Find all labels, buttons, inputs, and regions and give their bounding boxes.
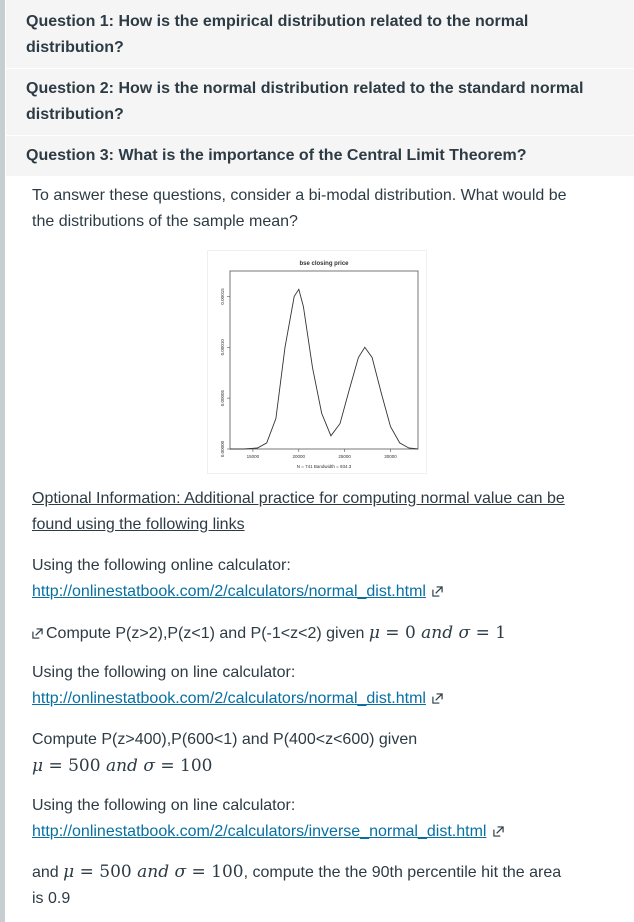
and-word: and: [137, 862, 170, 882]
compute-block-3: [32, 859, 628, 912]
density-chart: [208, 251, 426, 473]
question-3: [26, 143, 616, 169]
mu-symbol: μ: [32, 756, 44, 776]
question-1-line-2: distribution?: [26, 39, 124, 56]
question-1: [26, 9, 616, 61]
left-border: [0, 0, 5, 922]
y-tick-label: 0.00015: [220, 288, 225, 305]
normal-dist-calculator-link-1[interactable]: http://onlinestatbook.com/2/calculators/normal_dist.html: [32, 583, 426, 600]
sigma-value: = 1: [475, 623, 507, 643]
y-tick-label: 0.00010: [220, 339, 225, 356]
mu-value: = 500: [43, 756, 106, 776]
sigma-symbol: σ: [453, 623, 476, 643]
external-link-icon: [432, 693, 443, 704]
compute-text-1: Compute P(z>2),P(z<1) and P(-1<z<2) given: [46, 625, 365, 642]
compute-text-2: Compute P(z>400),P(600<1) and P(400<z<600) given: [32, 731, 418, 748]
math-expression-1: [369, 623, 506, 643]
compute-block-2: [32, 727, 628, 779]
x-tick-label: 20000: [292, 454, 306, 459]
question-3-line-1: Question 3: What is the importance of the Central Limit Theorem?: [26, 147, 527, 164]
y-axis-ticks: [220, 288, 230, 457]
block-2-intro: Using the following on line calculator:: [32, 664, 296, 681]
optional-info: [32, 486, 628, 538]
x-axis-label: N = 741 Bandwidth = 934.3: [296, 464, 352, 469]
sigma-value: = 100: [160, 756, 213, 776]
mu-symbol: μ: [63, 862, 75, 882]
y-tick-label: 0.00000: [220, 440, 225, 458]
optional-info-line-1: Optional Information: Additional practice for computing normal value can be: [32, 490, 565, 507]
and-word: and: [421, 623, 454, 643]
inverse-normal-calculator-link[interactable]: http://onlinestatbook.com/2/calculators/inverse_normal_dist.html: [32, 823, 487, 840]
x-axis-ticks: [247, 449, 398, 459]
calculator-block-2: [32, 660, 628, 712]
area-text: is 0.9: [32, 890, 71, 907]
intro-line-1: To answer these questions, consider a bi-modal distribution. What would be: [32, 187, 567, 204]
x-tick-label: 25000: [338, 454, 351, 459]
x-tick-label: 15000: [246, 454, 260, 459]
x-tick-label: 30000: [384, 454, 397, 459]
mu-value: = 500: [74, 862, 138, 882]
external-link-icon: [493, 826, 504, 837]
and-word: and: [105, 756, 138, 776]
sigma-value: = 100: [191, 862, 244, 882]
y-tick-label: 0.00005: [220, 390, 225, 407]
optional-info-line-2: found using the following links: [32, 516, 245, 533]
external-link-icon: [432, 586, 443, 597]
calculator-block-1: [32, 553, 628, 605]
intro-line-2: the distributions of the sample mean?: [32, 213, 298, 230]
mu-value: = 0: [379, 623, 422, 643]
external-link-icon: [32, 628, 43, 639]
intro-paragraph: [32, 183, 628, 235]
block-1-intro: Using the following online calculator:: [32, 557, 291, 574]
normal-dist-calculator-link-2[interactable]: http://onlinestatbook.com/2/calculators/normal_dist.html: [32, 690, 426, 707]
density-plot-svg: [208, 251, 426, 473]
plot-frame: [230, 271, 418, 449]
math-expression-2: [32, 753, 628, 779]
mu-symbol: μ: [368, 623, 380, 643]
chart-title: bse closing price: [299, 261, 349, 267]
percentile-text: , compute the the 90th percentile hit the area: [243, 864, 562, 881]
density-curve: [230, 289, 418, 449]
calculator-block-3: [32, 793, 628, 845]
question-2-line-1: Question 2: How is the normal distribution related to the standard normal: [26, 80, 584, 97]
and-prefix: and: [32, 864, 59, 881]
sigma-symbol: σ: [137, 756, 161, 776]
question-1-line-1: Question 1: How is the empirical distribution related to the normal: [26, 13, 529, 30]
math-expression-3: [63, 862, 243, 882]
question-2-line-2: distribution?: [26, 106, 124, 123]
question-2: [26, 76, 616, 128]
sigma-symbol: σ: [169, 862, 192, 882]
block-3-intro: Using the following on line calculator:: [32, 797, 296, 814]
compute-line-1: [32, 620, 628, 647]
